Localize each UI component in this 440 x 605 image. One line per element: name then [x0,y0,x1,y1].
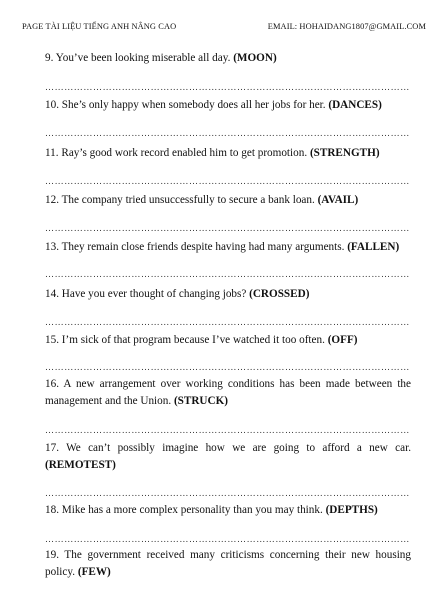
question-18 [45,502,411,519]
question-sentence: 9. You’ve been looking miserable all day. (MOON) [45,52,277,64]
answer-line-18[interactable]: …………………………………………………………………………………………………… [45,534,410,544]
answer-line-11[interactable]: …………………………………………………………………………………………………… [45,176,410,186]
answer-line-17[interactable]: …………………………………………………………………………………………………… [45,488,410,498]
question-keyword: (REMOTEST) [45,459,116,471]
header-right: EMAIL: HOHAIDANG1807@GMAIL.COM [267,22,426,31]
question-12 [45,192,411,209]
question-keyword: (DANCES) [328,99,382,111]
question-keyword: (FALLEN) [347,241,400,253]
question-sentence: 12. The company tried unsuccessfully to secure a bank loan. (AVAIL) [45,194,359,206]
answer-line-10[interactable]: …………………………………………………………………………………………………… [45,128,410,138]
question-sentence: 13. They remain close friends despite having had many arguments. (FALLEN) [45,241,400,253]
question-keyword: (OFF) [327,334,358,346]
question-sentence: 18. Mike has a more complex personality than you may think. (DEPTHS) [45,504,378,516]
question-17 [45,440,411,474]
question-sentence: 15. I’m sick of that program because I’ve watched it too often. (OFF) [45,334,358,346]
question-sentence: 19. The government received many criticisms concerning their new housing policy. (FEW) [45,549,411,578]
answer-line-15[interactable]: …………………………………………………………………………………………………… [45,362,410,372]
page-header [22,22,426,31]
answer-line-16[interactable]: …………………………………………………………………………………………………… [45,425,410,435]
answer-line-14[interactable]: …………………………………………………………………………………………………… [45,317,410,327]
question-keyword: (CROSSED) [249,288,310,300]
question-13 [45,239,411,256]
question-sentence: 10. She’s only happy when somebody does all her jobs for her. (DANCES) [45,99,382,111]
answer-line-13[interactable]: …………………………………………………………………………………………………… [45,269,410,279]
question-keyword: (AVAIL) [317,194,359,206]
question-10 [45,97,411,114]
question-19 [45,547,411,581]
answer-line-9[interactable]: …………………………………………………………………………………………………… [45,82,410,92]
question-9 [45,50,411,67]
question-sentence: 11. Ray’s good work record enabled him to get promotion. (STRENGTH) [45,147,380,159]
question-keyword: (STRUCK) [173,395,229,407]
question-14 [45,286,411,303]
answer-line-12[interactable]: …………………………………………………………………………………………………… [45,223,410,233]
question-sentence: 16. A new arrangement over working conditions has been made between the management and the Union. (STRUCK) [45,378,411,407]
question-keyword: (STRENGTH) [309,147,380,159]
question-16 [45,376,411,410]
question-11 [45,145,411,162]
question-keyword: (MOON) [233,52,277,64]
question-keyword: (FEW) [77,566,111,578]
question-sentence: 14. Have you ever thought of changing jobs? (CROSSED) [45,288,310,300]
header-left: PAGE TÀI LIỆU TIẾNG ANH NÂNG CAO [22,22,177,31]
question-keyword: (DEPTHS) [325,504,378,516]
question-15 [45,332,411,349]
question-sentence: 17. We can’t possibly imagine how we are going to afford a new car. (REMOTEST) [45,442,411,471]
